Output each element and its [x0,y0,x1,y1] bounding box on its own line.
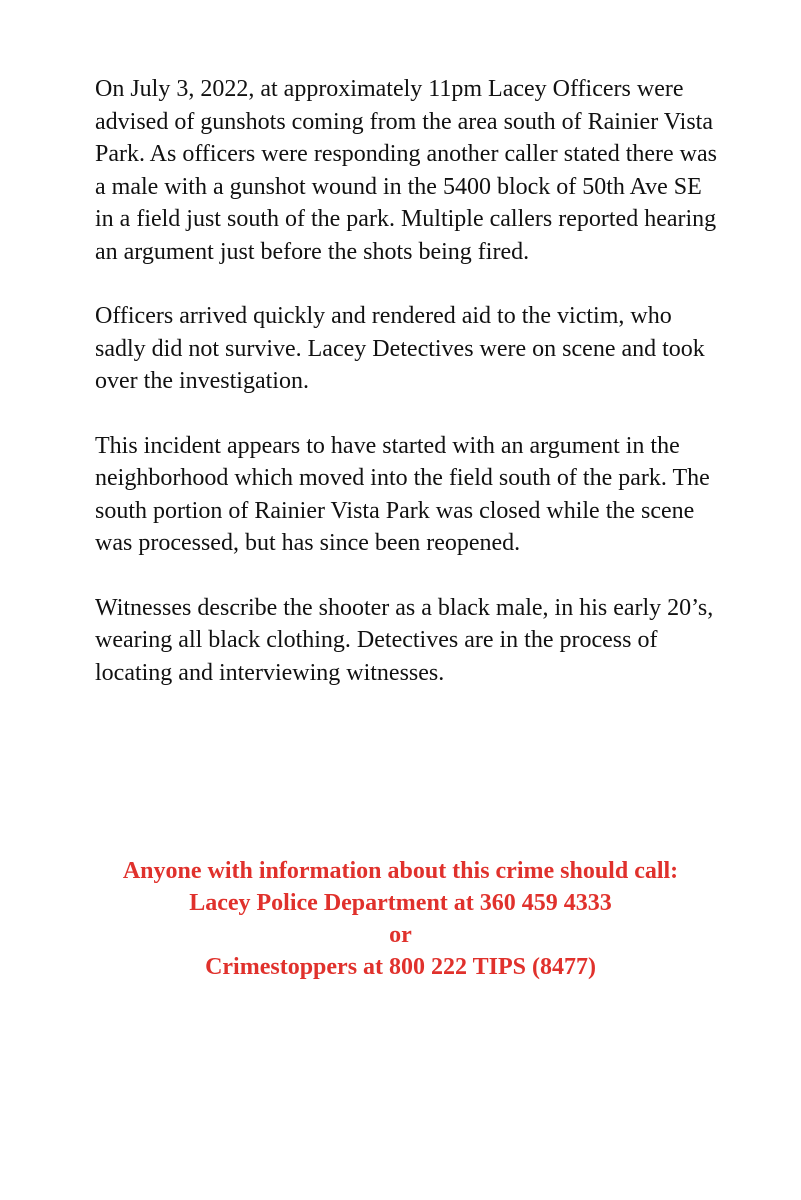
paragraph-background: This incident appears to have started with an argument in the neighborhood which moved into the field south of the park. The south portion of Rainier Vista Park was closed while the scene was processed, but has since been reopened. [95,432,710,556]
document-body [95,73,720,689]
call-to-action [0,855,801,983]
paragraph-incident: On July 3, 2022, at approximately 11pm Lacey Officers were advised of gunshots coming from the area south of Rainier Vista Park. As officers were responding another caller stated there was a male with a gunshot wound in the 5400 block of 50th Ave SE in a field just south of the park. Multiple callers reported hearing an argument just before the shots being fired. [95,76,717,265]
call-police-number: Lacey Police Department at 360 459 4333 [189,890,612,916]
call-intro: Anyone with information about this crime should call: [122,858,679,884]
call-crimestoppers-number: Crimestoppers at 800 222 TIPS (8477) [205,954,596,980]
paragraph-response: Officers arrived quickly and rendered aid to the victim, who sadly did not survive. Lacey Detectives were on scene and took over the investigation. [95,303,705,394]
call-or: or [389,922,412,948]
paragraph-witnesses: Witnesses describe the shooter as a black male, in his early 20’s, wearing all black clothing. Detectives are in the process of locating and interviewing witnesses. [95,594,714,686]
